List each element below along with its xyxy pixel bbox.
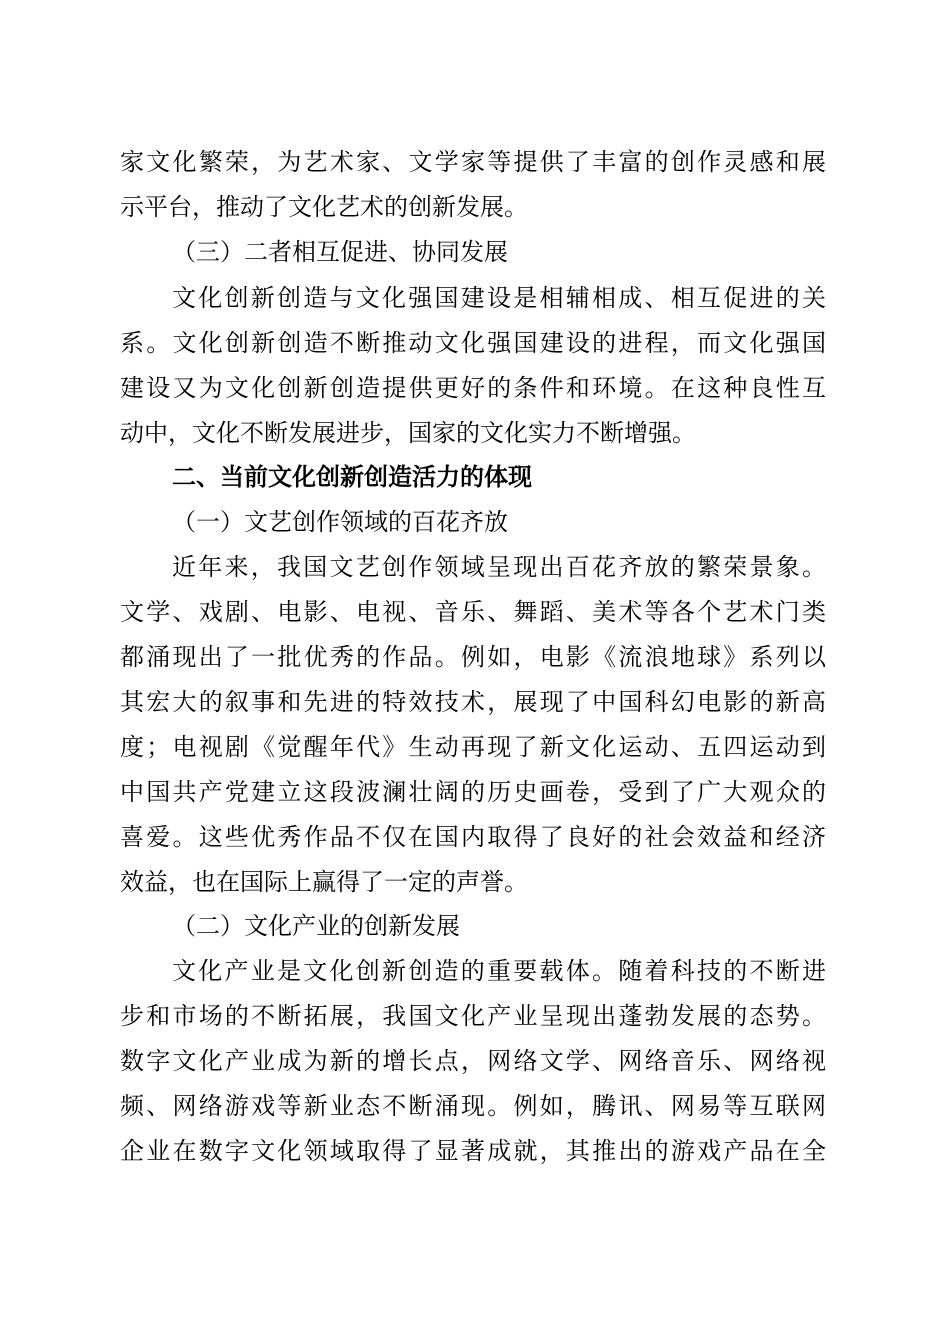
paragraph-line: 其宏大的叙事和先进的特效技术，展现了中国科幻电影的新高 [120,688,826,716]
subheading-3: （三）二者相互促进、协同发展 [172,238,508,266]
paragraph-line: 文学、戏剧、电影、电视、音乐、舞蹈、美术等各个艺术门类 [120,598,826,626]
paragraph-line: 系。文化创新创造不断推动文化强国建设的进程，而文化强国 [120,329,826,357]
paragraph-line: 步和市场的不断拓展，我国文化产业呈现出蓬勃发展的态势。 [120,1002,826,1030]
paragraph-line: 频、网络游戏等新业态不断涌现。例如，腾讯、网易等互联网 [120,1092,826,1120]
paragraph-line: 数字文化产业成为新的增长点，网络文学、网络音乐、网络视 [120,1047,826,1075]
paragraph-line: 效益，也在国际上赢得了一定的声誉。 [120,868,528,896]
paragraph-line: 近年来，我国文艺创作领域呈现出百花齐放的繁荣景象。 [172,553,826,581]
paragraph-line: 中国共产党建立这段波澜壮阔的历史画卷，受到了广大观众的 [120,778,826,806]
paragraph-line: 喜爱。这些优秀作品不仅在国内取得了良好的社会效益和经济 [120,823,826,851]
paragraph-line: 文化创新创造与文化强国建设是相辅相成、相互促进的关 [172,284,826,312]
paragraph-line: 都涌现出了一批优秀的作品。例如，电影《流浪地球》系列以 [120,643,826,671]
subheading-1: （一）文艺创作领域的百花齐放 [172,508,508,536]
paragraph-line: 动中，文化不断发展进步，国家的文化实力不断增强。 [120,419,696,447]
section-heading-2: 二、当前文化创新创造活力的体现 [172,463,532,491]
paragraph-line: 建设又为文化创新创造提供更好的条件和环境。在这种良性互 [120,374,826,402]
paragraph-line: 家文化繁荣，为艺术家、文学家等提供了丰富的创作灵感和展 [120,148,826,176]
paragraph-line: 示平台，推动了文化艺术的创新发展。 [120,193,528,221]
paragraph-line: 企业在数字文化领域取得了显著成就，其推出的游戏产品在全 [120,1137,826,1165]
subheading-2: （二）文化产业的创新发展 [172,912,460,940]
paragraph-line: 度；电视剧《觉醒年代》生动再现了新文化运动、五四运动到 [120,733,826,761]
paragraph-line: 文化产业是文化创新创造的重要载体。随着科技的不断进 [172,957,826,985]
